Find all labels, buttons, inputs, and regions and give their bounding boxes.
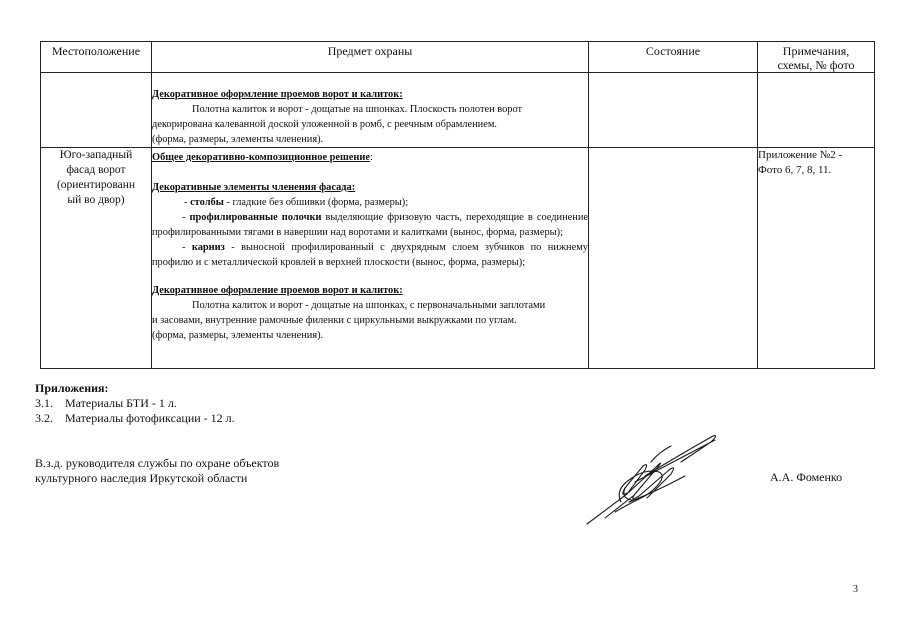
header-notes <box>758 42 875 73</box>
row2-bullet-columns <box>152 195 588 210</box>
list-item <box>35 396 235 411</box>
row2-bullet1-text: - гладкие без обшивки (форма, размеры); <box>223 197 409 208</box>
row2-location-line1: Юго-западный <box>59 149 133 161</box>
row2-bullet2-text: выделяющие фризовую часть, переходящие в соединение профилированными тягами в навершии над воротами и калитками (вынос, форма, размеры); <box>152 212 588 238</box>
header-notes-line2: схемы, № фото <box>777 58 855 72</box>
signatory-title-line2: культурного наследия Иркутской области <box>35 471 248 485</box>
table-row <box>41 73 875 148</box>
row2-location-line3: (ориентированн <box>56 179 136 191</box>
header-subject: Предмет охраны <box>152 42 589 73</box>
row1-text-line2: декорирована калеванной доской уложенной в ромб, с реечным обрамлением. <box>152 119 498 130</box>
signatory-title <box>35 456 279 486</box>
table-header-row <box>41 42 875 73</box>
row2-openings-line3: (форма, размеры, элементы членения). <box>152 330 324 341</box>
row2-general-colon: : <box>370 152 373 163</box>
row2-bullet3-dash: - <box>182 242 192 253</box>
protection-table <box>40 41 875 369</box>
row2-condition <box>589 148 758 369</box>
appendix-item-text: Материалы БТИ - 1 л. <box>65 396 177 410</box>
row2-bullet1-term: столбы <box>190 197 224 208</box>
row2-notes <box>758 148 875 369</box>
row2-notes-line1: Приложение №2 - <box>758 149 843 161</box>
header-location: Местоположение <box>41 42 152 73</box>
row2-location-line2: фасад ворот <box>66 164 126 176</box>
signatory-name: А.А. Фоменко <box>770 470 843 484</box>
row2-bullet2-dash: - <box>182 212 190 223</box>
list-item <box>35 411 235 426</box>
row1-subject <box>152 73 589 148</box>
appendix-item-text: Материалы фотофиксации - 12 л. <box>65 411 235 425</box>
row2-bullet-shelves <box>152 210 588 240</box>
row2-bullet2-term: профилированные полочки <box>189 212 322 223</box>
row1-heading: Декоративное оформление проемов ворот и калиток: <box>152 89 403 100</box>
handwritten-signature <box>585 432 725 528</box>
row1-location <box>41 73 152 148</box>
row2-bullet-cornice <box>152 240 588 270</box>
row2-general-heading-text: Общее декоративно-композиционное решение <box>152 152 371 163</box>
row2-notes-line2: Фото 6, 7, 8, 11. <box>758 164 832 176</box>
appendix-item-number: 3.1. <box>35 396 53 410</box>
row2-location <box>41 148 152 369</box>
row2-location-line4: ый во двор) <box>67 194 125 206</box>
header-notes-line1: Примечания, <box>782 44 850 58</box>
row2-bullet3-text: - выносной профилированный с двухрядным слоем зубчиков по нижнему профилю и с металлической кровлей в верхней плоскости (вынос, форма, размеры); <box>152 242 588 268</box>
row2-bullet3-term: карниз <box>191 242 225 253</box>
row2-general-heading <box>152 150 588 165</box>
row2-openings-line1: Полотна калиток и ворот - дощатые на шпонках, с первоначальными заплотами <box>192 300 546 311</box>
row1-notes <box>758 73 875 148</box>
header-condition: Состояние <box>589 42 758 73</box>
signatory-title-line1: В.з.д. руководителя службы по охране объектов <box>35 456 280 470</box>
row1-text-line1: Полотна калиток и ворот - дощатые на шпонках. Плоскость полотен ворот <box>192 104 523 115</box>
row1-text-line3: (форма, размеры, элементы членения). <box>152 134 324 145</box>
appendix-section <box>35 381 235 426</box>
appendix-item-number: 3.2. <box>35 411 53 425</box>
table-row <box>41 148 875 369</box>
row2-elements-heading: Декоративные элементы членения фасада: <box>152 182 356 193</box>
page-number: 3 <box>853 584 858 595</box>
row1-condition <box>589 73 758 148</box>
row2-openings-line2: и засовами, внутренние рамочные филенки с циркульными выкружками по углам. <box>152 315 517 326</box>
row2-bullet1-dash: - <box>184 197 191 208</box>
row2-subject <box>152 148 589 369</box>
appendix-title: Приложения: <box>35 381 109 395</box>
row2-openings-heading: Декоративное оформление проемов ворот и калиток: <box>152 285 403 296</box>
